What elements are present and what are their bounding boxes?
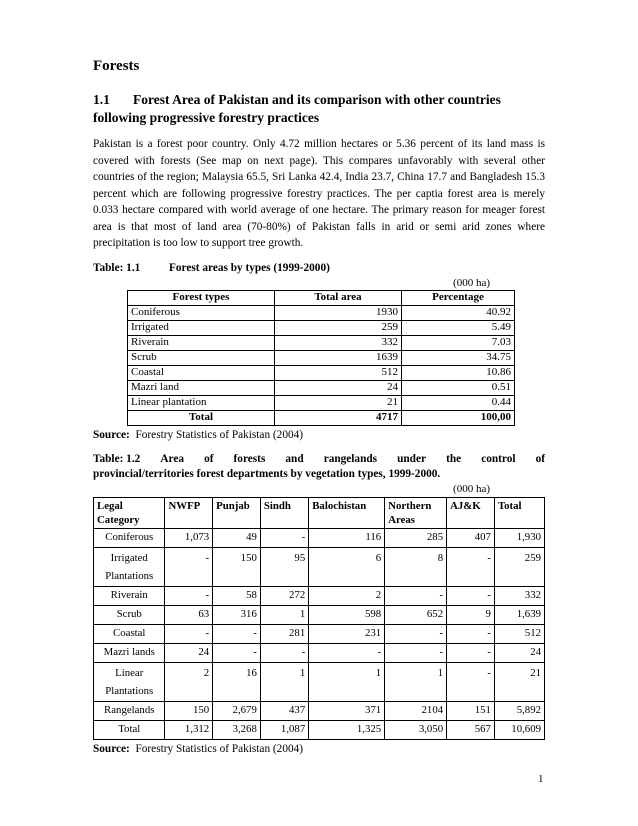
table2-caption-word: the <box>446 452 462 465</box>
table2-value-cell: 332 <box>494 586 544 605</box>
table2-value-cell: 371 <box>309 701 385 720</box>
table2-header: AJ&K <box>447 497 495 528</box>
table2-value-cell: 6 <box>309 547 385 586</box>
table2-label: Table: 1.2 <box>93 452 141 465</box>
table1-total-row <box>128 410 515 425</box>
table2-value-cell: 285 <box>385 528 447 547</box>
table1-cell: 21 <box>275 395 402 410</box>
table1-label: Table: 1.1 <box>93 261 141 274</box>
page-title: Forests <box>93 58 140 74</box>
table2-row <box>94 586 545 605</box>
table2-category-cell: Rangelands <box>94 701 165 720</box>
table2-row <box>94 547 545 586</box>
table2-row <box>94 528 545 547</box>
table2-value-cell: 2 <box>165 662 213 701</box>
table2-value-cell: 16 <box>213 662 261 701</box>
page-number: 1 <box>538 773 544 785</box>
table2-category-cell: Total <box>94 720 165 739</box>
table2-source-label: Source: <box>93 742 130 755</box>
table2-value-cell: 652 <box>385 605 447 624</box>
table2-caption <box>93 452 545 482</box>
table1-cell: Scrub <box>128 350 275 365</box>
table1-unit: (000 ha) <box>453 276 490 289</box>
table2-category-cell: Scrub <box>94 605 165 624</box>
table2-value-cell: 1 <box>309 662 385 701</box>
table2-value-cell: 58 <box>213 586 261 605</box>
table2-value-cell: 1,073 <box>165 528 213 547</box>
table1-cell: 0.44 <box>402 395 515 410</box>
table2-value-cell: 1,087 <box>260 720 308 739</box>
table2-header: Total <box>494 497 544 528</box>
table1-row <box>128 380 515 395</box>
table2-category-cell: Mazri lands <box>94 643 165 662</box>
table1-source-label: Source: <box>93 428 130 441</box>
table2-caption-word: of <box>535 452 545 465</box>
table2-value-cell: 1 <box>385 662 447 701</box>
table1-row <box>128 335 515 350</box>
table2-header: Sindh <box>260 497 308 528</box>
table1-row <box>128 395 515 410</box>
table2-caption-word: and <box>285 452 304 465</box>
table2-value-cell: 598 <box>309 605 385 624</box>
table2-value-cell: 281 <box>260 624 308 643</box>
table2-caption-word: forests <box>233 452 266 465</box>
table1-cell: 0.51 <box>402 380 515 395</box>
table2-header: Northern Areas <box>385 497 447 528</box>
table2-value-cell: 259 <box>494 547 544 586</box>
table1-cell: 34.75 <box>402 350 515 365</box>
table2-category-cell: Linear Plantations <box>94 662 165 701</box>
table2-value-cell: 512 <box>494 624 544 643</box>
table1-cell: 512 <box>275 365 402 380</box>
table2-value-cell: 2,679 <box>213 701 261 720</box>
table2-value-cell: 1,312 <box>165 720 213 739</box>
table2-value-cell: 567 <box>447 720 495 739</box>
table2-caption-line2: provincial/territories forest departments by vegetation types, 1999-2000. <box>93 467 441 480</box>
section-heading-text: Forest Area of Pakistan and its comparison with other countries following progressive forestry practices <box>93 92 501 125</box>
table1-cell: Mazri land <box>128 380 275 395</box>
table1-cell: Irrigated <box>128 320 275 335</box>
table2-value-cell: 2 <box>309 586 385 605</box>
table2-source <box>93 743 545 755</box>
table2-value-cell: 1 <box>260 662 308 701</box>
table2-value-cell: - <box>309 643 385 662</box>
table2-header: Legal Category <box>94 497 165 528</box>
table2-value-cell: 24 <box>494 643 544 662</box>
table2-value-cell: - <box>447 662 495 701</box>
table1-cell: 1930 <box>275 305 402 320</box>
table2-value-cell: - <box>213 643 261 662</box>
table2-caption-word: under <box>397 452 426 465</box>
table1-total-cell: 4717 <box>275 410 402 425</box>
table2-value-cell: 1,930 <box>494 528 544 547</box>
table2-value-cell: - <box>447 624 495 643</box>
section-number: 1.1 <box>93 92 110 107</box>
table2-value-cell: 116 <box>309 528 385 547</box>
table2-value-cell: 95 <box>260 547 308 586</box>
table1-cell: 332 <box>275 335 402 350</box>
table1-cell: 1639 <box>275 350 402 365</box>
table1-row <box>128 320 515 335</box>
table2-value-cell: 150 <box>165 701 213 720</box>
table1-total-cell: Total <box>128 410 275 425</box>
table1-row <box>128 365 515 380</box>
forest-types-table <box>127 290 515 426</box>
table2-value-cell: - <box>165 547 213 586</box>
table2-caption-word: rangelands <box>323 452 378 465</box>
table2-value-cell: 316 <box>213 605 261 624</box>
table1-cell: Coastal <box>128 365 275 380</box>
table2-value-cell: 21 <box>494 662 544 701</box>
table2-caption-word: of <box>204 452 214 465</box>
table1-cell: 5.49 <box>402 320 515 335</box>
table2-value-cell: - <box>165 586 213 605</box>
table2-header: NWFP <box>165 497 213 528</box>
table2-value-cell: 10,609 <box>494 720 544 739</box>
table2-header: Punjab <box>213 497 261 528</box>
table1-source <box>93 429 545 441</box>
table2-value-cell: - <box>213 624 261 643</box>
table2-source-text: Forestry Statistics of Pakistan (2004) <box>135 742 304 755</box>
table2-value-cell: 24 <box>165 643 213 662</box>
document-page <box>93 58 545 755</box>
table2-category-cell: Coastal <box>94 624 165 643</box>
table1-cell: 24 <box>275 380 402 395</box>
table2-header: Balochistan <box>309 497 385 528</box>
table1-total-cell: 100,00 <box>402 410 515 425</box>
table1-cell: 10.86 <box>402 365 515 380</box>
table2-caption-word: Area <box>160 452 184 465</box>
table1-header: Percentage <box>402 290 515 305</box>
table2-row <box>94 624 545 643</box>
table2-value-cell: - <box>447 547 495 586</box>
section-heading <box>93 91 545 127</box>
table2-category-cell: Coniferous <box>94 528 165 547</box>
intro-paragraph: Pakistan is a forest poor country. Only 4.72 million hectares or 5.36 percent of its land mass is covered with forests (See map on next page). This compares unfavorably with several other countries of the region; Malaysia 65.5, Sri Lanka 42.4, India 23.7, China 17.7 and Bangladesh 15.3 percent which are following progressive forestry practices. The per captia forest area is merely 0.033 hectare compared with world average of one hectare. The primary reason for meager forest area is that most of land area (70-80%) of Pakistan falls in arid or semi arid zones where precipitation is too low to support tree growth. <box>93 138 545 249</box>
table2-value-cell: 1 <box>260 605 308 624</box>
table2-value-cell: - <box>447 643 495 662</box>
table1-header: Total area <box>275 290 402 305</box>
table2-value-cell: - <box>165 624 213 643</box>
table1-cell: 40.92 <box>402 305 515 320</box>
table2-value-cell: 49 <box>213 528 261 547</box>
table1-header: Forest types <box>128 290 275 305</box>
table2-value-cell: 3,268 <box>213 720 261 739</box>
table2-value-cell: 2104 <box>385 701 447 720</box>
table1-row <box>128 305 515 320</box>
table2-value-cell: 272 <box>260 586 308 605</box>
table1-caption <box>93 261 545 276</box>
table1-cell: 259 <box>275 320 402 335</box>
table2-value-cell: 407 <box>447 528 495 547</box>
table2-value-cell: - <box>385 586 447 605</box>
table2-row <box>94 701 545 720</box>
table2-unit: (000 ha) <box>453 482 490 495</box>
table1-cell: 7.03 <box>402 335 515 350</box>
table1-cell: Linear plantation <box>128 395 275 410</box>
table1-row <box>128 350 515 365</box>
forest-rangelands-table <box>93 497 545 740</box>
table2-value-cell: 8 <box>385 547 447 586</box>
table2-value-cell: 1,639 <box>494 605 544 624</box>
table2-value-cell: - <box>260 528 308 547</box>
table2-value-cell: - <box>447 586 495 605</box>
table2-value-cell: - <box>385 643 447 662</box>
table2-value-cell: 63 <box>165 605 213 624</box>
table1-source-text: Forestry Statistics of Pakistan (2004) <box>135 428 304 441</box>
table2-row <box>94 720 545 739</box>
table2-row <box>94 605 545 624</box>
table1-cell: Coniferous <box>128 305 275 320</box>
table2-value-cell: 1,325 <box>309 720 385 739</box>
table2-row <box>94 643 545 662</box>
table2-value-cell: 150 <box>213 547 261 586</box>
table2-value-cell: 5,892 <box>494 701 544 720</box>
table2-value-cell: 231 <box>309 624 385 643</box>
table2-value-cell: 151 <box>447 701 495 720</box>
table2-row <box>94 662 545 701</box>
table2-value-cell: 9 <box>447 605 495 624</box>
table2-value-cell: - <box>260 643 308 662</box>
table1-cell: Riverain <box>128 335 275 350</box>
table2-value-cell: - <box>385 624 447 643</box>
table2-caption-word: control <box>481 452 516 465</box>
table2-value-cell: 3,050 <box>385 720 447 739</box>
table1-caption-text: Forest areas by types (1999-2000) <box>169 261 330 274</box>
table2-category-cell: Riverain <box>94 586 165 605</box>
table2-category-cell: Irrigated Plantations <box>94 547 165 586</box>
table2-value-cell: 437 <box>260 701 308 720</box>
